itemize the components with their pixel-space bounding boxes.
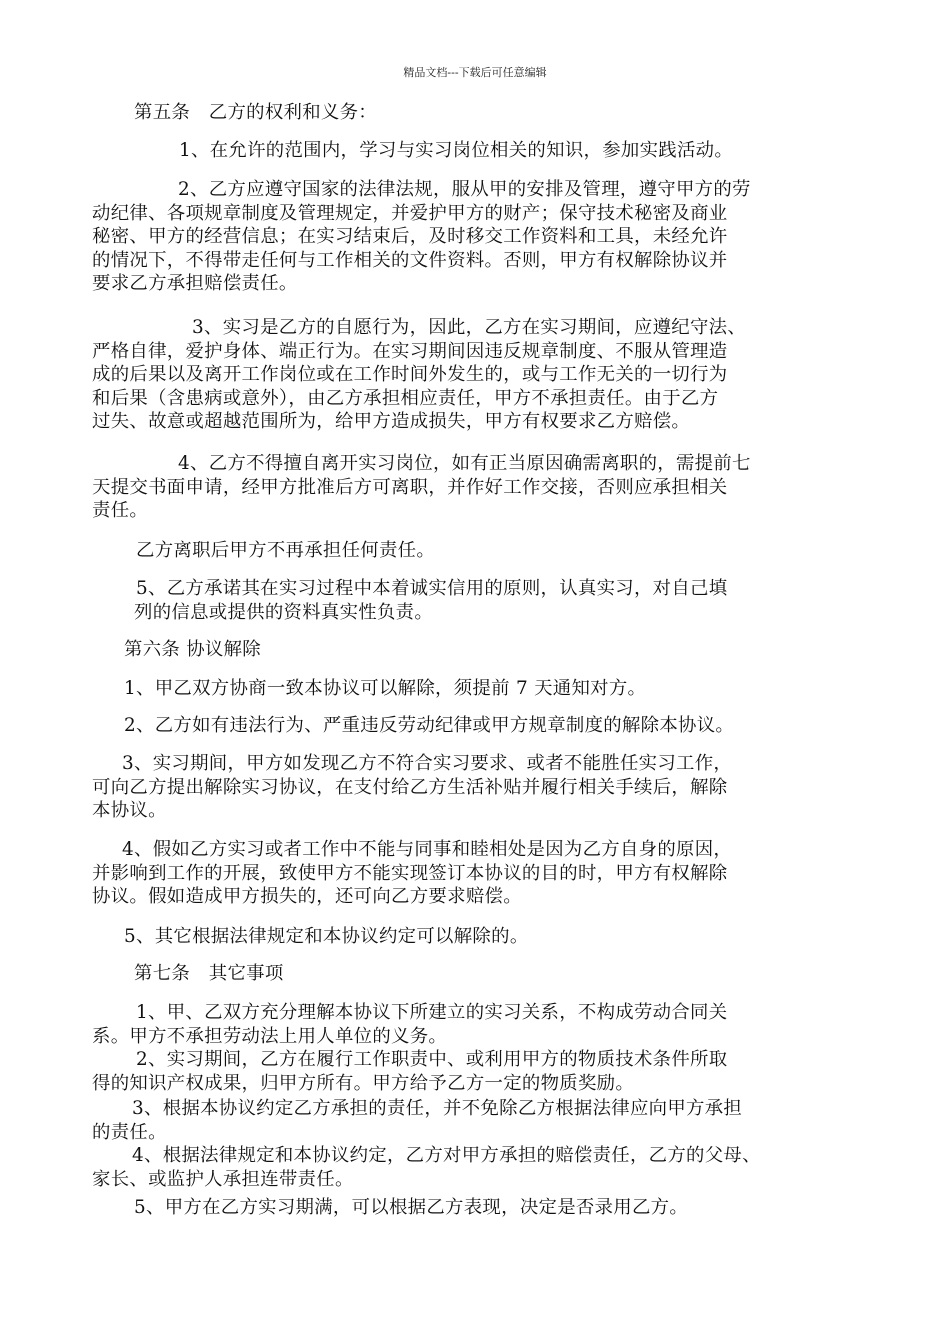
- paragraph-line: 可向乙方提出解除实习协议，在支付给乙方生活补贴并履行相关手续后，解除: [92, 776, 728, 798]
- article-5-item-4: [92, 452, 751, 523]
- article-6-item-4: [92, 838, 732, 909]
- article-5-item-1: [179, 139, 733, 163]
- article-6-item-1: [124, 677, 646, 701]
- article-5-item-4-note: [136, 539, 435, 563]
- paragraph-line: 和后果（含患病或意外），由乙方承担相应责任，甲方不承担责任。由于乙方: [92, 387, 719, 409]
- paragraph-line: 列的信息或提供的资料真实性负责。: [134, 601, 434, 623]
- paragraph-line: 5、乙方承诺其在实习过程中本着诚实信用的原则，认真实习，对自己填: [136, 578, 728, 599]
- article-7-item-5: [134, 1196, 688, 1220]
- article-7-item-3: [92, 1097, 742, 1144]
- paragraph-line: 4、假如乙方实习或者工作中不能与同事和睦相处是因为乙方自身的原因，: [122, 839, 733, 860]
- paragraph-line: 要求乙方承担赔偿责任。: [92, 273, 298, 295]
- paragraph-line: 2、乙方如有违法行为、严重违反劳动纪律或甲方规章制度的解除本协议。: [124, 715, 735, 736]
- paragraph-line: 秘密、甲方的经营信息；在实习结束后，及时移交工作资料和工具，未经允许: [92, 226, 728, 248]
- article-7-item-4: [92, 1144, 761, 1191]
- paragraph-line: 1、甲、乙双方充分理解本协议下所建立的实习关系，不构成劳动合同关: [136, 1002, 728, 1023]
- paragraph-line: 4、根据法律规定和本协议约定，乙方对甲方承担的赔偿责任，乙方的父母、: [132, 1145, 761, 1166]
- paragraph-line: 3、实习期间，甲方如发现乙方不符合实习要求、或者不能胜任实习工作，: [122, 753, 733, 774]
- paragraph-line: 协议。假如造成甲方损失的，还可向乙方要求赔偿。: [92, 886, 522, 908]
- article-7-item-1: [92, 1001, 727, 1048]
- paragraph-line: 本协议。: [92, 800, 167, 822]
- article-5-item-2: [92, 178, 751, 296]
- paragraph-line: 家长、或监护人承担连带责任。: [92, 1168, 354, 1190]
- article-6-title: 第六条 协议解除: [124, 639, 261, 660]
- paragraph-line: 乙方离职后甲方不再承担任何责任。: [136, 540, 436, 561]
- paragraph-line: 5、甲方在乙方实习期满，可以根据乙方表现，决定是否录用乙方。: [134, 1197, 689, 1218]
- paragraph-line: 1、在允许的范围内，学习与实习岗位相关的知识，参加实践活动。: [179, 140, 734, 161]
- paragraph-line: 并影响到工作的开展，致使甲方不能实现签订本协议的目的时，甲方有权解除: [92, 862, 728, 884]
- article-6-item-3: [92, 752, 732, 823]
- paragraph-line: 动纪律、各项规章制度及管理规定，并爱护甲方的财产；保守技术秘密及商业: [92, 202, 728, 224]
- article-6-item-2: [124, 714, 734, 738]
- paragraph-line: 严格自律，爱护身体、端正行为。在实习期间因违反规章制度、不服从管理造: [92, 340, 728, 362]
- paragraph-line: 过失、故意或超越范围所为，给甲方造成损失，甲方有权要求乙方赔偿。: [92, 411, 691, 433]
- paragraph-line: 4、乙方不得擅自离开实习岗位，如有正当原因确需离职的，需提前七: [178, 453, 751, 474]
- paragraph-line: 的情况下，不得带走任何与工作相关的文件资料。否则，甲方有权解除协议并: [92, 249, 728, 271]
- page-header: 精品文档---下载后可任意编辑: [403, 66, 547, 79]
- article-5-item-3: [92, 316, 746, 434]
- paragraph-line: 天提交书面申请，经甲方批准后方可离职，并作好工作交接，否则应承担相关: [92, 476, 728, 498]
- article-5-title: 第五条 乙方的权利和义务：: [134, 102, 377, 123]
- paragraph-line: 系。甲方不承担劳动法上用人单位的义务。: [92, 1025, 448, 1047]
- paragraph-line: 3、根据本协议约定乙方承担的责任，并不免除乙方根据法律应向甲方承担: [132, 1098, 743, 1119]
- paragraph-line: 责任。: [92, 500, 149, 522]
- paragraph-line: 的责任。: [92, 1121, 167, 1143]
- paragraph-line: 5、其它根据法律规定和本协议约定可以解除的。: [124, 926, 529, 947]
- paragraph-line: 3、实习是乙方的自愿行为，因此，乙方在实习期间，应遵纪守法、: [192, 317, 747, 338]
- article-7-title: 第七条 其它事项: [134, 963, 284, 984]
- paragraph-line: 得的知识产权成果，归甲方所有。甲方给予乙方一定的物质奖励。: [92, 1072, 635, 1094]
- paragraph-line: 1、甲乙双方协商一致本协议可以解除，须提前 7 天通知对方。: [124, 678, 647, 699]
- article-7-item-2: [92, 1048, 727, 1095]
- paragraph-line: 2、乙方应遵守国家的法律法规，服从甲的安排及管理，遵守甲方的劳: [178, 179, 751, 200]
- paragraph-line: 2、实习期间，乙方在履行工作职责中、或利用甲方的物质技术条件所取: [136, 1049, 728, 1070]
- paragraph-line: 成的后果以及离开工作岗位或在工作时间外发生的，或与工作无关的一切行为: [92, 364, 728, 386]
- article-6-item-5: [124, 925, 529, 949]
- article-5-item-5: [134, 577, 727, 624]
